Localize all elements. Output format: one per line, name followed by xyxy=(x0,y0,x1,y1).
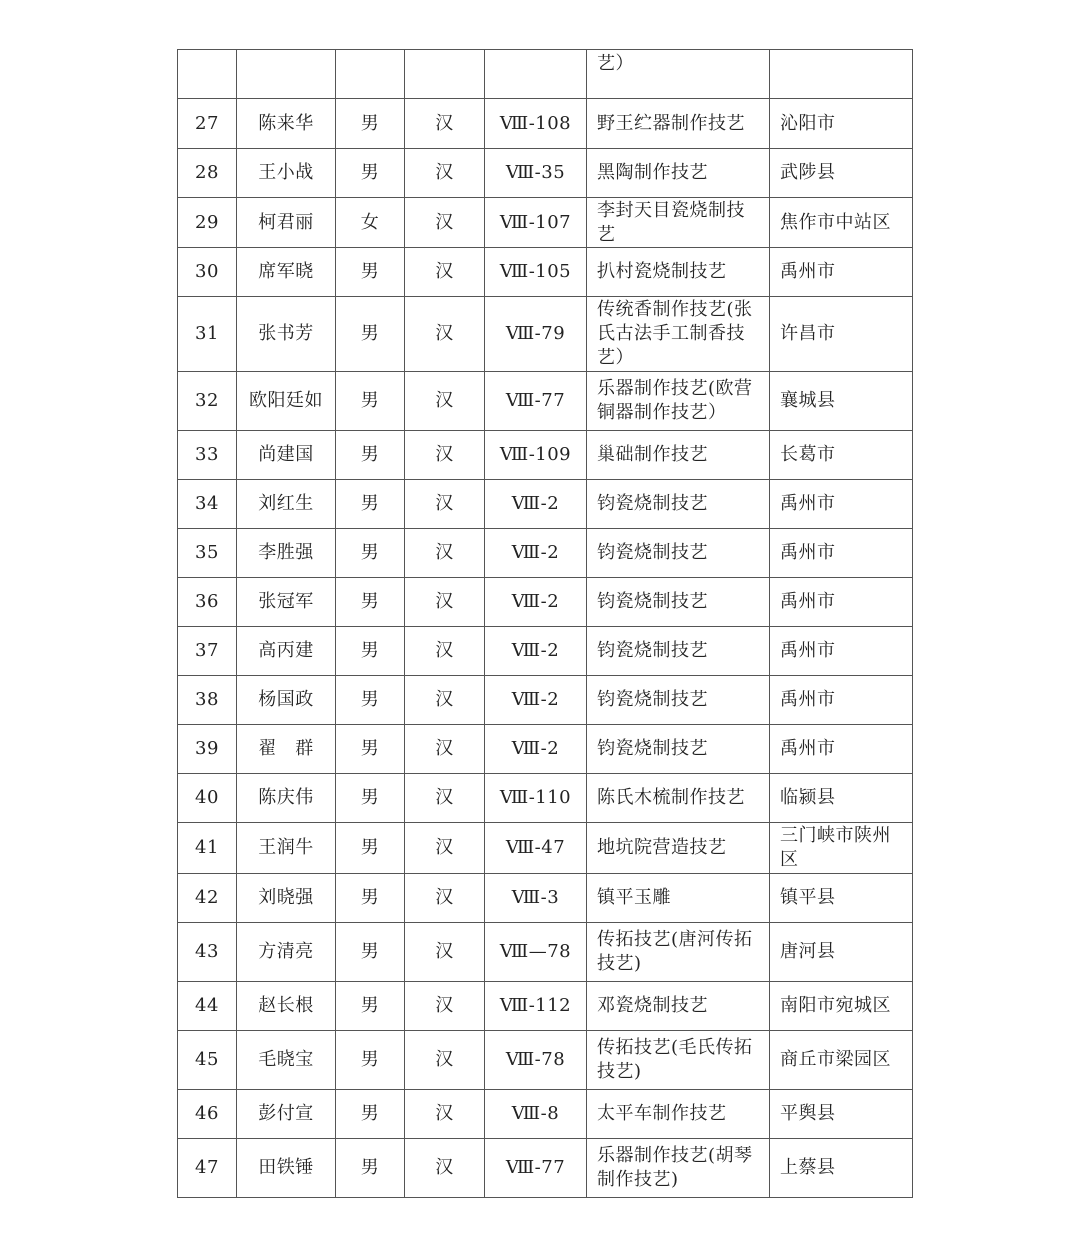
cell-name: 陈来华 xyxy=(237,99,336,149)
cell-name: 杨国政 xyxy=(237,676,336,725)
table-row xyxy=(178,297,913,372)
cell-no: 39 xyxy=(178,725,237,774)
cell-project: 陈氏木梳制作技艺 xyxy=(587,774,770,823)
cell-name: 高丙建 xyxy=(237,627,336,676)
cell-name: 王润牛 xyxy=(237,823,336,874)
cell-region: 沁阳市 xyxy=(770,99,913,149)
cell-region: 禹州市 xyxy=(770,725,913,774)
cell-project: 黑陶制作技艺 xyxy=(587,149,770,198)
cell-code: Ⅷ-2 xyxy=(485,627,587,676)
cell-ethnicity: 汉 xyxy=(405,627,485,676)
cell-ethnicity: 汉 xyxy=(405,874,485,923)
cell-project: 太平车制作技艺 xyxy=(587,1090,770,1139)
cell-project: 巢础制作技艺 xyxy=(587,431,770,480)
cell-name: 柯君丽 xyxy=(237,198,336,248)
cell-gender: 男 xyxy=(336,774,405,823)
cell-gender: 男 xyxy=(336,372,405,431)
cell-region: 南阳市宛城区 xyxy=(770,982,913,1031)
cell-project: 钧瓷烧制技艺 xyxy=(587,676,770,725)
cell-region: 唐河县 xyxy=(770,923,913,982)
cell-gender: 男 xyxy=(336,431,405,480)
cell-ethnicity: 汉 xyxy=(405,1139,485,1198)
cell-no: 44 xyxy=(178,982,237,1031)
cell-project: 传统香制作技艺(张氏古法手工制香技艺） xyxy=(587,297,770,372)
cell-code xyxy=(485,50,587,99)
cell-gender: 男 xyxy=(336,627,405,676)
cell-region: 上蔡县 xyxy=(770,1139,913,1198)
table-row xyxy=(178,823,913,874)
cell-no: 32 xyxy=(178,372,237,431)
cell-project: 扒村瓷烧制技艺 xyxy=(587,248,770,297)
cell-region: 商丘市梁园区 xyxy=(770,1031,913,1090)
table-row xyxy=(178,725,913,774)
cell-ethnicity: 汉 xyxy=(405,198,485,248)
table-row xyxy=(178,578,913,627)
cell-ethnicity: 汉 xyxy=(405,372,485,431)
cell-gender: 男 xyxy=(336,923,405,982)
cell-ethnicity: 汉 xyxy=(405,982,485,1031)
table-row xyxy=(178,676,913,725)
cell-code: Ⅷ-47 xyxy=(485,823,587,874)
cell-project: 野王纻器制作技艺 xyxy=(587,99,770,149)
cell-project: 艺） xyxy=(587,50,770,99)
table-row xyxy=(178,627,913,676)
cell-code: Ⅷ-77 xyxy=(485,1139,587,1198)
cell-ethnicity: 汉 xyxy=(405,99,485,149)
cell-name: 彭付宣 xyxy=(237,1090,336,1139)
table-row xyxy=(178,529,913,578)
cell-name: 王小战 xyxy=(237,149,336,198)
cell-ethnicity: 汉 xyxy=(405,774,485,823)
cell-name: 尚建国 xyxy=(237,431,336,480)
cell-name: 翟 群 xyxy=(237,725,336,774)
cell-name: 欧阳廷如 xyxy=(237,372,336,431)
cell-code: Ⅷ-78 xyxy=(485,1031,587,1090)
table-row xyxy=(178,923,913,982)
cell-code: Ⅷ-109 xyxy=(485,431,587,480)
cell-name: 方清亮 xyxy=(237,923,336,982)
cell-no: 35 xyxy=(178,529,237,578)
cell-region: 长葛市 xyxy=(770,431,913,480)
table-row xyxy=(178,1031,913,1090)
cell-no: 31 xyxy=(178,297,237,372)
cell-region: 临颍县 xyxy=(770,774,913,823)
cell-project: 乐器制作技艺(胡琴制作技艺) xyxy=(587,1139,770,1198)
table-row xyxy=(178,1090,913,1139)
cell-region: 禹州市 xyxy=(770,248,913,297)
cell-ethnicity: 汉 xyxy=(405,480,485,529)
cell-no: 28 xyxy=(178,149,237,198)
cell-project: 邓瓷烧制技艺 xyxy=(587,982,770,1031)
cell-code: Ⅷ-108 xyxy=(485,99,587,149)
cell-ethnicity: 汉 xyxy=(405,923,485,982)
cell-ethnicity: 汉 xyxy=(405,676,485,725)
cell-region: 禹州市 xyxy=(770,676,913,725)
cell-code: Ⅷ-2 xyxy=(485,676,587,725)
cell-gender: 男 xyxy=(336,823,405,874)
cell-code: Ⅷ-2 xyxy=(485,480,587,529)
table-row xyxy=(178,1139,913,1198)
cell-ethnicity: 汉 xyxy=(405,297,485,372)
cell-region: 镇平县 xyxy=(770,874,913,923)
cell-ethnicity: 汉 xyxy=(405,578,485,627)
cell-region: 平舆县 xyxy=(770,1090,913,1139)
cell-ethnicity: 汉 xyxy=(405,725,485,774)
cell-ethnicity: 汉 xyxy=(405,431,485,480)
table-row xyxy=(178,431,913,480)
cell-project: 钧瓷烧制技艺 xyxy=(587,725,770,774)
cell-project: 钧瓷烧制技艺 xyxy=(587,480,770,529)
table-row xyxy=(178,149,913,198)
cell-no: 37 xyxy=(178,627,237,676)
cell-region: 许昌市 xyxy=(770,297,913,372)
cell-gender: 男 xyxy=(336,480,405,529)
table-row xyxy=(178,982,913,1031)
cell-project: 传拓技艺(毛氏传拓技艺) xyxy=(587,1031,770,1090)
cell-name: 刘红生 xyxy=(237,480,336,529)
cell-region: 禹州市 xyxy=(770,480,913,529)
cell-no: 47 xyxy=(178,1139,237,1198)
table-row xyxy=(178,480,913,529)
cell-code: Ⅷ—78 xyxy=(485,923,587,982)
table-row xyxy=(178,198,913,248)
cell-region: 禹州市 xyxy=(770,578,913,627)
cell-project: 钧瓷烧制技艺 xyxy=(587,529,770,578)
cell-region: 武陟县 xyxy=(770,149,913,198)
cell-ethnicity: 汉 xyxy=(405,248,485,297)
cell-code: Ⅷ-8 xyxy=(485,1090,587,1139)
cell-name: 李胜强 xyxy=(237,529,336,578)
cell-project: 镇平玉雕 xyxy=(587,874,770,923)
cell-gender: 男 xyxy=(336,982,405,1031)
cell-no: 36 xyxy=(178,578,237,627)
cell-name: 陈庆伟 xyxy=(237,774,336,823)
cell-project: 传拓技艺(唐河传拓技艺) xyxy=(587,923,770,982)
cell-no: 38 xyxy=(178,676,237,725)
cell-gender: 男 xyxy=(336,248,405,297)
cell-name: 张冠军 xyxy=(237,578,336,627)
cell-ethnicity: 汉 xyxy=(405,149,485,198)
cell-ethnicity: 汉 xyxy=(405,1031,485,1090)
table-body xyxy=(178,50,913,1198)
cell-no: 34 xyxy=(178,480,237,529)
cell-no: 33 xyxy=(178,431,237,480)
cell-gender: 男 xyxy=(336,1031,405,1090)
table-row xyxy=(178,372,913,431)
cell-gender: 男 xyxy=(336,676,405,725)
cell-gender: 男 xyxy=(336,1139,405,1198)
cell-gender: 男 xyxy=(336,578,405,627)
cell-gender: 男 xyxy=(336,149,405,198)
cell-code: Ⅷ-77 xyxy=(485,372,587,431)
cell-code: Ⅷ-112 xyxy=(485,982,587,1031)
table-row xyxy=(178,248,913,297)
table-row xyxy=(178,99,913,149)
cell-gender: 男 xyxy=(336,99,405,149)
cell-name xyxy=(237,50,336,99)
cell-gender: 男 xyxy=(336,529,405,578)
cell-region: 禹州市 xyxy=(770,529,913,578)
cell-code: Ⅷ-2 xyxy=(485,725,587,774)
cell-region: 焦作市中站区 xyxy=(770,198,913,248)
cell-gender: 男 xyxy=(336,1090,405,1139)
cell-no: 29 xyxy=(178,198,237,248)
cell-region: 禹州市 xyxy=(770,627,913,676)
cell-no: 30 xyxy=(178,248,237,297)
cell-project: 钧瓷烧制技艺 xyxy=(587,627,770,676)
table-row-continuation xyxy=(178,50,913,99)
cell-code: Ⅷ-2 xyxy=(485,578,587,627)
cell-no: 43 xyxy=(178,923,237,982)
cell-project: 钧瓷烧制技艺 xyxy=(587,578,770,627)
cell-name: 毛晓宝 xyxy=(237,1031,336,1090)
cell-no: 42 xyxy=(178,874,237,923)
cell-no: 41 xyxy=(178,823,237,874)
cell-code: Ⅷ-3 xyxy=(485,874,587,923)
cell-ethnicity: 汉 xyxy=(405,1090,485,1139)
cell-project: 地坑院营造技艺 xyxy=(587,823,770,874)
cell-code: Ⅷ-35 xyxy=(485,149,587,198)
cell-no: 40 xyxy=(178,774,237,823)
cell-name: 席军晓 xyxy=(237,248,336,297)
cell-gender: 男 xyxy=(336,725,405,774)
cell-project: 李封天目瓷烧制技艺 xyxy=(587,198,770,248)
cell-code: Ⅷ-105 xyxy=(485,248,587,297)
heritage-inheritors-table xyxy=(177,49,913,1198)
cell-region: 襄城县 xyxy=(770,372,913,431)
cell-project: 乐器制作技艺(欧营铜器制作技艺） xyxy=(587,372,770,431)
cell-name: 赵长根 xyxy=(237,982,336,1031)
cell-gender: 男 xyxy=(336,874,405,923)
cell-name: 张书芳 xyxy=(237,297,336,372)
cell-region xyxy=(770,50,913,99)
cell-code: Ⅷ-2 xyxy=(485,529,587,578)
table-row xyxy=(178,874,913,923)
cell-gender: 男 xyxy=(336,297,405,372)
cell-gender: 女 xyxy=(336,198,405,248)
cell-no xyxy=(178,50,237,99)
cell-code: Ⅷ-110 xyxy=(485,774,587,823)
cell-ethnicity: 汉 xyxy=(405,529,485,578)
cell-name: 刘晓强 xyxy=(237,874,336,923)
cell-region: 三门峡市陕州区 xyxy=(770,823,913,874)
table-row xyxy=(178,774,913,823)
cell-no: 46 xyxy=(178,1090,237,1139)
cell-ethnicity: 汉 xyxy=(405,823,485,874)
cell-no: 27 xyxy=(178,99,237,149)
cell-ethnicity xyxy=(405,50,485,99)
cell-name: 田铁锤 xyxy=(237,1139,336,1198)
cell-code: Ⅷ-79 xyxy=(485,297,587,372)
cell-code: Ⅷ-107 xyxy=(485,198,587,248)
cell-gender xyxy=(336,50,405,99)
cell-no: 45 xyxy=(178,1031,237,1090)
